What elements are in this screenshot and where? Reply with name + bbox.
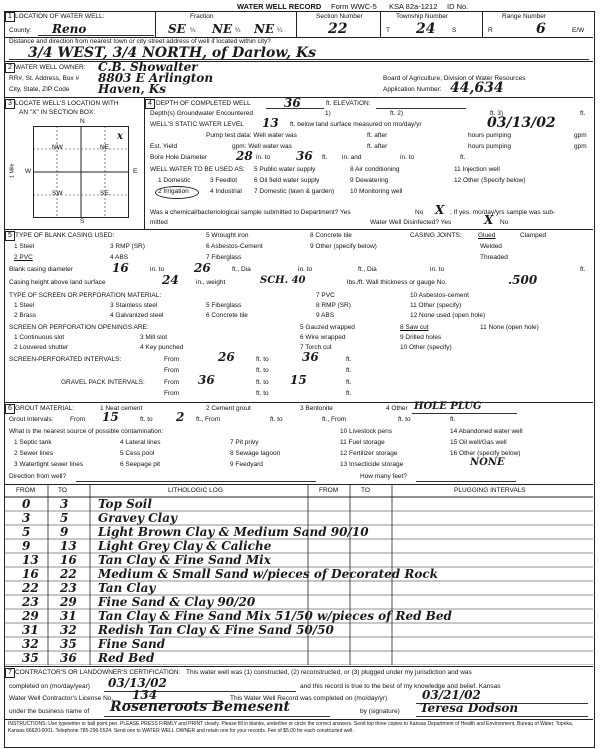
grout-to-label: ft. to [140, 416, 153, 423]
section-4-number: 4 [145, 99, 155, 109]
quarter-1: ¼ [190, 27, 196, 34]
depth-value: 36 [284, 96, 301, 110]
gw-ft-end: ft. [580, 110, 586, 117]
log-row-description: Redish Tan Clay & Fine Sand 50/50 [98, 623, 334, 637]
log-row-description: Medium & Small Sand w/pieces of Decorated Rock [98, 567, 438, 581]
height-value: 24 [162, 273, 179, 287]
log-row-to: 16 [60, 553, 77, 567]
location-label: LOCATION OF WATER WELL: [15, 13, 105, 20]
casing-type-2: 2 PVC [14, 254, 33, 261]
opening-2: 2 Louvered shutter [14, 344, 69, 351]
log-row-from: 35 [22, 651, 39, 665]
completed-label: completed on (mo/day/year) [9, 683, 90, 690]
screen-type-10: 10 Asbestos-cement [410, 292, 469, 299]
perf-to-label-2: ft. to [256, 367, 269, 374]
opening-7: 7 Torch cut [300, 344, 332, 351]
static-value: 13 [262, 116, 279, 130]
how-many-label: How many feet? [360, 473, 407, 480]
log-to-header-2: TO [361, 487, 370, 494]
signature-line [416, 716, 588, 717]
bact-x: X [435, 203, 445, 217]
openings-label: SCREEN OR PERFORATION OPENINGS ARE: [9, 324, 149, 331]
use-1: 1 Domestic [158, 177, 191, 184]
range-label: Range Number [502, 13, 547, 20]
gw-ft-3: ft. 3) [490, 110, 504, 117]
opening-6: 6 Wire wrapped [300, 334, 346, 341]
log-from-header-2: FROM [319, 487, 339, 494]
grout-other-line [412, 413, 517, 414]
use-8: 8 Air conditioning [350, 166, 400, 173]
height-weight-label: in., weight [196, 279, 226, 286]
gravel-label: GRAVEL PACK INTERVALS: [61, 379, 145, 386]
log-row-description: Tan Clay & Fine Sand Mix 51/50 w/pieces of Red Bed [98, 609, 452, 623]
yield-gpm-end: gpm [574, 143, 587, 150]
screen-type-8: 8 RMP (SR) [316, 302, 351, 309]
gravel-from-value: 36 [198, 373, 215, 387]
best-knowledge-text: and this record is true to the best of my knowledge and belief. Kansas [300, 683, 501, 690]
diameter-ft-end: ft. [580, 266, 586, 273]
log-row-from: 32 [22, 637, 39, 651]
casing-type-7: 7 Fiberglass [206, 254, 242, 261]
screen-type-1: 1 Steel [14, 302, 35, 309]
diameter-in-to-3: in. to [430, 266, 445, 273]
distance-value: 3/4 WEST, 3/4 NORTH, of Darlow, Ks [28, 45, 317, 61]
disinfected-x: X [484, 213, 494, 227]
mile-label: 1 Mile [9, 163, 16, 179]
direction-line [76, 481, 316, 482]
grout-to-value: 2 [176, 410, 185, 424]
screen-material-label: TYPE OF SCREEN OR PERFORATION MATERIAL: [9, 292, 162, 299]
log-row-from: 29 [22, 609, 39, 623]
joints-glued: Glued [478, 232, 496, 239]
log-row-to: 13 [60, 539, 77, 553]
mitted: mitted [150, 219, 168, 226]
casing-type-1: 1 Steel [14, 243, 35, 250]
instructions: INSTRUCTIONS: Use typewriter or ball point pen. PLEASE PRESS FIRMLY and PRINT clearly. Please fill in blanks, underline or circle the correct answers. Send top three copies to Kansas Department of Health and Environment, Bureau of Water, Topeka, Kansas 66620-0001. Telephone 785-296-5524. Send one to WATER WELL OWNER and retain one for your records. Fee of $5.00 for each constructed well. [8, 721, 574, 734]
certification-label: CONTRACTOR'S OR LANDOWNER'S CERTIFICATION: [15, 669, 181, 676]
how-many-line [416, 481, 516, 482]
township-value: 24 [416, 21, 436, 37]
perf-ft-2: ft. [346, 367, 352, 374]
wall-label: lbs./ft. Wall thickness or gauge No. [347, 279, 447, 286]
grout-type-1: 1 Neat cement [100, 405, 143, 412]
log-row-to: 9 [60, 525, 69, 539]
record-completed-value: 03/21/02 [422, 688, 481, 702]
elevation-line [376, 108, 466, 109]
depth-label: DEPTH OF COMPLETED WELL [156, 100, 251, 107]
grout-from-3: ft., From [322, 416, 347, 423]
grout-type-2: 2 Cement grout [206, 405, 251, 412]
perf-from-label-2: From [164, 367, 180, 374]
fraction-label: Fraction [190, 13, 214, 20]
screen-type-12: 12 None used (open hole) [410, 312, 486, 319]
section-6-number: 6 [5, 404, 15, 414]
yield-hours: hours pumping [468, 143, 511, 150]
wall-value: .500 [508, 273, 538, 287]
log-row-from: 31 [22, 623, 39, 637]
contam-9: 9 Feedyard [230, 461, 263, 468]
grout-ft-end: ft. [450, 416, 456, 423]
compass-w: W [25, 168, 32, 175]
locate-label: LOCATE WELL'S LOCATION WITH [15, 100, 119, 107]
log-row-from: 13 [22, 553, 39, 567]
contam-10: 10 Livestock pens [340, 428, 393, 435]
bore-and: in. and [342, 154, 362, 161]
pump-gpm: gpm [574, 132, 587, 139]
owner-label: WATER WELL OWNER: [15, 64, 86, 71]
log-lithologic-header: LITHOLOGIC LOG [168, 487, 223, 494]
screen-type-6: 6 Concrete tile [206, 312, 248, 319]
fraction-1: SE [168, 22, 186, 36]
address-value: 8803 E Arlington [98, 71, 214, 85]
log-row-description: Gravey Clay [98, 511, 177, 525]
section-2-number: 2 [5, 63, 15, 73]
use-11: 11 Injection well [454, 166, 500, 173]
quadrant-nw: NW [52, 144, 63, 151]
use-9: 9 Dewatering [350, 177, 389, 184]
contam-4: 4 Lateral lines [120, 439, 161, 446]
form-title: WATER WELL RECORD [237, 2, 322, 11]
compass-s: S [80, 218, 85, 225]
log-row-from: 22 [22, 581, 39, 595]
business-value: Roseneroots Bemesent [110, 699, 291, 715]
grout-label: GROUT MATERIAL: [15, 405, 74, 412]
opening-8: 8 Saw cut [400, 324, 429, 331]
quadrant-se: SE [100, 190, 109, 197]
screen-type-4: 4 Galvanized steel [110, 312, 164, 319]
section-number-label: Section Number [316, 13, 363, 20]
section-number-value: 22 [328, 21, 348, 37]
address-label: RR#, St. Address, Box # [9, 75, 80, 82]
weight-value: SCH. 40 [260, 275, 306, 286]
section-7-number: 7 [5, 668, 15, 678]
ksa-number: KSA 82a-1212 [389, 2, 438, 11]
bore-to-2: in. to [400, 154, 415, 161]
range-value: 6 [536, 21, 546, 37]
section-box [33, 126, 129, 218]
casing-type-6: 6 Asbestos-Cement [206, 243, 263, 250]
fraction-2: NE [212, 22, 233, 36]
screen-type-7: 7 PVC [316, 292, 335, 299]
log-row-description: Tan Clay & Fine Sand Mix [98, 553, 271, 567]
joints-welded: Welded [480, 243, 502, 250]
range-ew: E/W [572, 27, 585, 34]
quarter-2: ¼ [235, 27, 241, 34]
opening-9: 9 Drilled holes [400, 334, 442, 341]
bact-label: Was a chemical/bacteriological sample submitted to Department? Yes [150, 209, 351, 216]
use-12: 12 Other (Specify below) [454, 177, 526, 184]
log-row-from: 23 [22, 595, 39, 609]
city-label: City, State, ZIP Code [9, 86, 70, 93]
license-value: 134 [132, 688, 158, 702]
distance-label: Distance and direction from nearest town or city street address of well if located within city? [9, 38, 271, 45]
divider [4, 229, 593, 230]
perf-ft: ft. [346, 356, 352, 363]
divider [380, 12, 381, 37]
groundwater-label: Depth(s) Groundwater Encountered [150, 110, 253, 117]
log-row-description: Light Brown Clay & Medium Sand 90/10 [98, 525, 369, 539]
license-label: Water Well Contractor's License No. [9, 695, 114, 702]
location-mark: x [117, 131, 123, 142]
gravel-from-label-2: From [164, 390, 180, 397]
log-row-to: 22 [60, 567, 77, 581]
log-row-to: 23 [60, 581, 77, 595]
screen-type-11: 11 Other (specify) [410, 302, 462, 309]
contam-15: 15 Oil well/Gas well [450, 439, 507, 446]
opening-5: 5 Gauzed wrapped [300, 324, 355, 331]
yield-label: Est. Yield [150, 143, 178, 150]
casing-type-4: 4 ABS [110, 254, 129, 261]
section-5-number: 5 [5, 231, 15, 241]
log-row-description: Tan Clay [98, 581, 156, 595]
distance-line [9, 59, 589, 60]
yield-ft-after: ft. after [367, 143, 388, 150]
log-row-to: 3 [60, 497, 69, 511]
completed-value: 03/13/02 [108, 676, 167, 690]
use-4: 4 Industrial [210, 188, 242, 195]
contam-6: 6 Seepage pit [120, 461, 161, 468]
perf-to-label: ft. to [256, 356, 269, 363]
screen-type-9: 9 ABS [316, 312, 335, 319]
use-10: 10 Monitoring well [350, 188, 403, 195]
log-row-from: 9 [22, 539, 31, 553]
section-1-number: 1 [5, 12, 15, 22]
bore-ft-2: ft. [460, 154, 466, 161]
application-value: 44,634 [450, 80, 504, 96]
bore-to-value: 36 [296, 149, 313, 163]
grout-from-label: From [70, 416, 86, 423]
divider [296, 12, 297, 37]
log-row-to: 29 [60, 595, 77, 609]
compass-e: E [133, 168, 138, 175]
opening-11: 11 None (open hole) [480, 324, 539, 331]
log-row-to: 31 [60, 609, 77, 623]
contam-3: 3 Watertight sewer lines [14, 461, 84, 468]
grout-to-2: ft. to [270, 416, 283, 423]
gravel-to-label: ft. to [256, 379, 269, 386]
perf-to-value: 36 [302, 350, 319, 364]
disinfected-label: Water Well Disinfected? Yes [370, 219, 452, 226]
signature-label: by (signature) [360, 708, 400, 715]
grout-interval-label: Grout Intervals: [9, 416, 54, 423]
divider [155, 12, 156, 37]
business-label: under the business name of [9, 708, 90, 715]
grout-type-4: 4 Other [386, 405, 408, 412]
static-tail: ft. below land surface measured on mo/day/yr [290, 121, 422, 128]
township-t: T [386, 27, 390, 34]
divider [482, 12, 483, 37]
diameter-label: Blank casing diameter [9, 266, 73, 273]
bore-ft: ft. [322, 154, 328, 161]
casing-type-3: 3 RMP (SR) [110, 243, 145, 250]
irrigation-circle [155, 186, 199, 199]
contam-12: 12 Fertilizer storage [340, 450, 398, 457]
log-row-from: 5 [22, 525, 31, 539]
static-label: WELL'S STATIC WATER LEVEL [150, 121, 244, 128]
business-line [104, 716, 330, 717]
contam-5: 5 Cess pool [120, 450, 155, 457]
diameter-in-to-2: in. to [298, 266, 313, 273]
casing-type-5: 5 Wrought iron [206, 232, 249, 239]
log-row-description: Fine Sand & Clay 90/20 [98, 595, 256, 609]
log-row-from: 16 [22, 567, 39, 581]
divider [144, 97, 145, 229]
contam-1: 1 Septic tank [14, 439, 52, 446]
opening-4: 4 Key punched [140, 344, 184, 351]
log-row-description: Light Grey Clay & Caliche [98, 539, 272, 553]
use-2: 2 Irrigation [158, 188, 189, 195]
bore-value: 28 [236, 149, 253, 163]
county-value: Reno [52, 22, 87, 36]
perforated-label: SCREEN-PERFORATED INTERVALS: [9, 356, 122, 363]
static-date: 03/13/02 [487, 115, 556, 131]
gw-ft-1: 1) [325, 110, 331, 117]
contam-16: 16 Other (specify below) [450, 450, 521, 457]
log-row-description: Red Bed [98, 651, 155, 665]
elevation-label: ft. ELEVATION: [326, 100, 371, 107]
casing-type-9: 9 Other (specify below) [310, 243, 377, 250]
locate-label-2: AN "X" IN SECTION BOX: [19, 109, 96, 116]
log-to-header: TO [58, 487, 67, 494]
bore-label: Bore Hole Diameter [150, 154, 208, 161]
use-7: 7 Domestic (lawn & garden) [254, 188, 335, 195]
screen-type-2: 2 Brass [14, 312, 37, 319]
use-label: WELL WATER TO BE USED AS: [150, 166, 245, 173]
log-row-to: 35 [60, 637, 77, 651]
grout-type-3: 3 Bentonite [300, 405, 333, 412]
gravel-ft: ft. [346, 379, 352, 386]
log-row-to: 32 [60, 623, 77, 637]
log-row-from: 0 [22, 497, 31, 511]
township-label: Township Number [396, 13, 449, 20]
screen-type-5: 5 Fiberglass [206, 302, 242, 309]
height-label: Casing height above land surface [9, 279, 106, 286]
gw-ft-2: ft. 2) [390, 110, 404, 117]
joints-clamped: Clamped [520, 232, 547, 239]
diameter-in-to: in. to [150, 266, 165, 273]
contam-other-value: NONE [470, 457, 505, 468]
bact-tail: ; If yes, mo/day/yrs sample was sub- [450, 209, 556, 216]
opening-10: 10 Other (specify) [400, 344, 452, 351]
diameter-to-value: 26 [194, 261, 211, 275]
gravel-to-label-2: ft. to [256, 390, 269, 397]
form-number: Form WWC-5 [331, 2, 377, 11]
log-plugging-header: PLUGGING INTERVALS [454, 487, 526, 494]
record-completed-label: This Water Well Record was completed on (mo/day/yr) [230, 695, 388, 702]
signature-value: Teresa Dodson [420, 701, 519, 715]
direction-label: Direction from well? [9, 473, 67, 480]
yield-gpm: gpm: Well water was [232, 143, 292, 150]
use-5: 5 Public water supply [254, 166, 316, 173]
board-label: Board of Agriculture, Division of Water Resources [383, 75, 526, 82]
joints-label: CASING JOINTS: [410, 232, 462, 239]
application-label: Application Number: [383, 86, 442, 93]
owner-value: C.B. Showalter [98, 60, 198, 74]
opening-3: 3 Mill slot [140, 334, 168, 341]
perf-from-value: 26 [218, 350, 235, 364]
log-row-to: 36 [60, 651, 77, 665]
range-r: R [488, 27, 493, 34]
grout-from-2: ft., From [196, 416, 221, 423]
township-s: S [452, 27, 457, 34]
quadrant-ne: NE [100, 144, 110, 151]
casing-type-8: 8 Concrete tile [310, 232, 352, 239]
use-6: 6 Oil field water supply [254, 177, 320, 184]
divider [4, 61, 593, 62]
screen-type-3: 3 Stainless steel [110, 302, 158, 309]
compass-n: N [80, 118, 85, 125]
divider [4, 402, 593, 403]
contam-14: 14 Abandoned water well [450, 428, 523, 435]
divider [4, 666, 593, 667]
contam-13: 13 Insecticide storage [340, 461, 404, 468]
bact-no: No [415, 209, 424, 216]
contam-8: 8 Sewage lagoon [230, 450, 281, 457]
divider [4, 719, 593, 720]
joints-threaded: Threaded [480, 254, 508, 261]
pump-hours: hours pumping [468, 132, 511, 139]
gravel-ft-2: ft. [346, 390, 352, 397]
log-row-to: 5 [60, 511, 69, 525]
disinfected-no: No [500, 219, 509, 226]
contamination-label: What is the nearest source of possible contamination: [9, 428, 164, 435]
log-row-description: Fine Sand [98, 637, 166, 651]
grout-from-value: 15 [102, 410, 119, 424]
diameter-ft-dia: ft., Dia [232, 266, 251, 273]
quadrant-sw: SW [52, 190, 63, 197]
quarter-3: ¼ [277, 27, 283, 34]
certification-text: This water well was (1) constructed, (2) reconstructed, or (3) plugged under my jurisdiction and was [186, 669, 472, 676]
fraction-3: NE [254, 22, 275, 36]
contam-7: 7 Pit privy [230, 439, 259, 446]
city-value: Haven, Ks [98, 82, 166, 96]
bore-in-to: in. to [256, 154, 271, 161]
id-label: ID No. [447, 2, 469, 11]
section-3-number: 3 [5, 99, 15, 109]
diameter-ft-dia-2: ft., Dia [358, 266, 377, 273]
gravel-from-label: From [164, 379, 180, 386]
casing-label: TYPE OF BLANK CASING USED: [15, 232, 115, 239]
pump-ft-after: ft. after [367, 132, 388, 139]
grout-to-3: ft. to [398, 416, 411, 423]
contam-2: 2 Sewer lines [14, 450, 54, 457]
county-line [38, 35, 154, 36]
use-3: 3 Feedlot [210, 177, 238, 184]
opening-1: 1 Continuous slot [14, 334, 65, 341]
grout-other-value: HOLE PLUG [414, 401, 482, 412]
contam-11: 11 Fuel storage [340, 439, 385, 446]
pump-test-label: Pump test data: Well water was [206, 132, 297, 139]
perf-from-label: From [164, 356, 180, 363]
diameter-value: 16 [112, 261, 129, 275]
log-row-from: 3 [22, 511, 31, 525]
gravel-to-value: 15 [290, 373, 307, 387]
county-label: County: [9, 27, 32, 34]
log-row-description: Top Soil [98, 497, 152, 511]
log-from-header: FROM [16, 487, 36, 494]
